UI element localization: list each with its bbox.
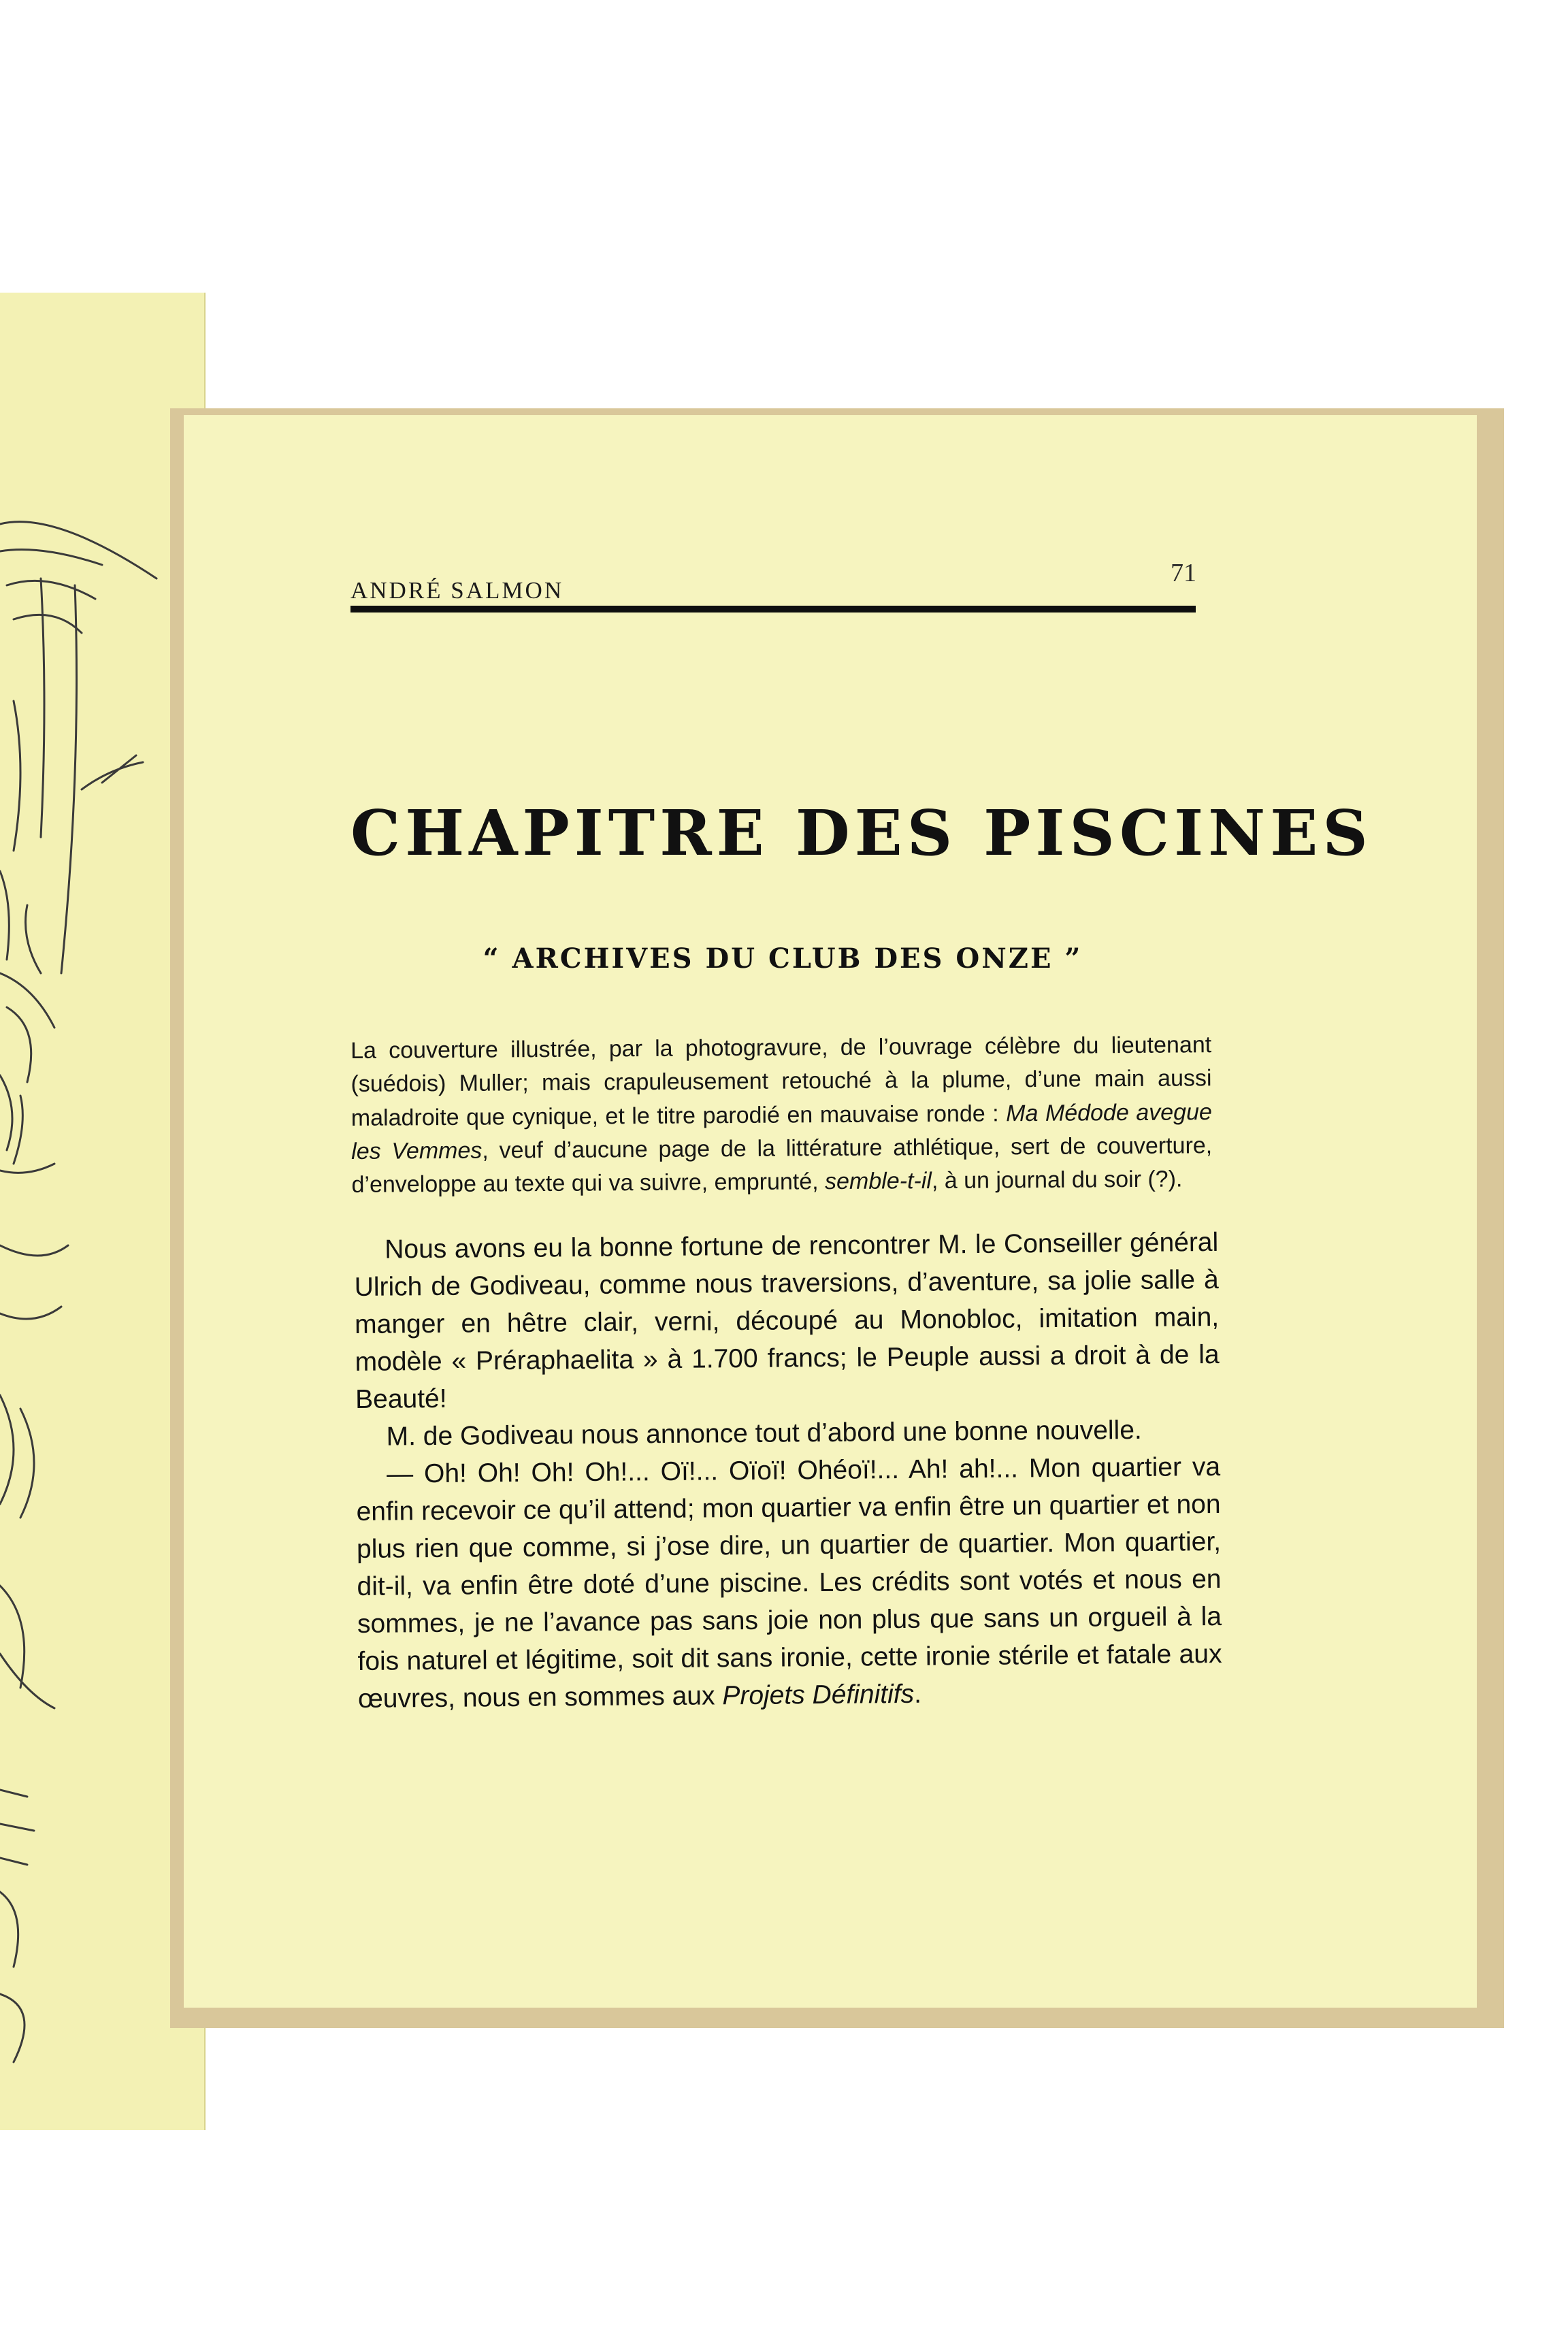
chapter-subtitle: “ ARCHIVES DU CLUB DES ONZE ” bbox=[483, 943, 1083, 975]
body-text bbox=[354, 1224, 1222, 1718]
intro-italic-semble: semble-t-il bbox=[824, 1168, 932, 1195]
intro-italic-title: Ma Médode avegue les Vemmes bbox=[351, 1098, 1212, 1164]
chapter-title: CHAPITRE DES PISCINES bbox=[350, 796, 1373, 870]
body-paragraph-3-italic: Projets Définitifs bbox=[722, 1679, 915, 1711]
right-page bbox=[184, 415, 1477, 2008]
intro-paragraph bbox=[350, 1028, 1213, 1202]
body-paragraph-3-end: . bbox=[913, 1679, 922, 1709]
intro-text-3: , à un journal du soir (?). bbox=[931, 1166, 1183, 1194]
page-number: 71 bbox=[1171, 559, 1196, 587]
body-paragraph-3-text: — Oh! Oh! Oh! Oh!... Oï!... Oïoï! Ohéoï!... Ah! ah!... Mon quartier va enfin recevoir ce qu’il attend; mon quartier va enfin être un quartier et non plus rien que comme, si j’ose dire, un quartier de quartier. Mon quartier, dit-il, va enfin être doté d’une piscine. Les crédits sont votés et nous en sommes, je ne l’avance pas sans joie non plus que sans un orgueil à la fois naturel et légitime, soit dit sans ironie, cette ironie stérile et fatale aux œuvres, nous en sommes aux bbox=[356, 1452, 1222, 1714]
body-paragraph-2: M. de Godiveau nous annonce tout d’abord une bonne nouvelle. bbox=[386, 1415, 1142, 1452]
running-header-author: ANDRÉ SALMON bbox=[350, 577, 564, 604]
intro-text-2: , veuf d’aucune page de la littérature athlétique, sert de couverture, d’enveloppe au texte qui va suivre, emprunté, bbox=[351, 1132, 1213, 1198]
body-paragraph-3 bbox=[356, 1449, 1222, 1718]
header-rule bbox=[350, 606, 1196, 612]
intro-text-1: La couverture illustrée, par la photogravure, de l’ouvrage célèbre du lieutenant (suédois) Muller; mais crapuleusement retouché à la plume, d’une main aussi maladroite que cynique, et le titre parodié en mauvaise ronde : bbox=[350, 1032, 1212, 1131]
body-paragraph-1: Nous avons eu la bonne fortune de rencontrer M. le Conseiller général Ulrich de Godiveau, comme nous traversions, d’aventure, sa jolie salle à manger en hêtre clair, verni, découpé au Monobloc, imitation main, modèle « Préraphaelita » à 1.700 francs; le Peuple aussi a droit à de la Beauté! bbox=[354, 1227, 1220, 1414]
